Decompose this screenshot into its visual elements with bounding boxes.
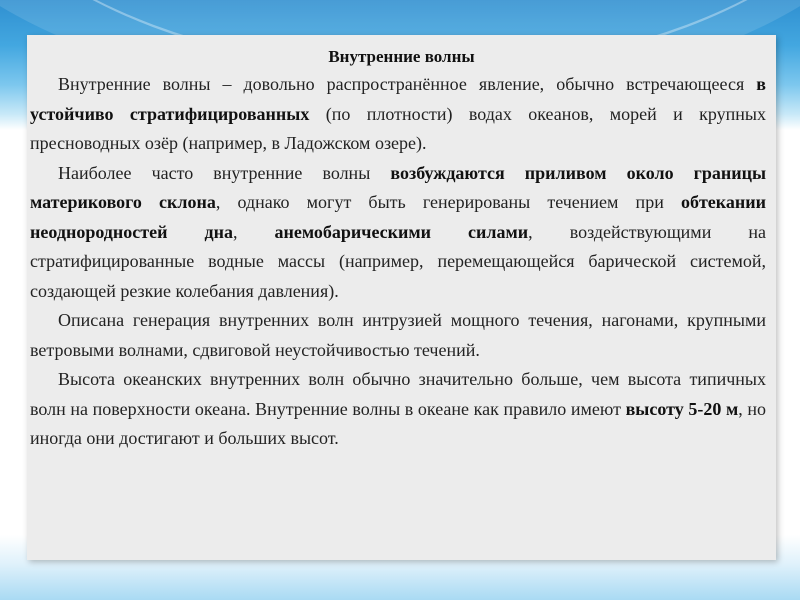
bold-text-run: обтекании неоднородностей дна xyxy=(30,192,766,242)
text-run: , но иногда они достигают и больших высот. xyxy=(30,398,766,448)
bold-text-run: возбуждаются приливом около границы материкового склона xyxy=(30,162,766,212)
text-run: Внутренние волны – довольно распространённое явление, обычно встречающееся xyxy=(58,74,757,94)
bold-text-run: в устойчиво стратифицированных xyxy=(30,74,766,124)
bold-text-run: анемобарическими силами xyxy=(274,221,529,242)
paragraph xyxy=(30,306,766,365)
paragraph xyxy=(30,365,766,454)
text-run: Наиболее часто внутренние волны xyxy=(58,162,391,183)
text-run: Высота океанских внутренних волн обычно значительно больше, чем высота типичных волн на поверхности океана. Внутренние волны в океане как правило имеют xyxy=(30,369,766,419)
paragraph xyxy=(30,159,766,307)
document-body xyxy=(30,70,766,454)
text-run: , xyxy=(233,221,275,242)
paragraph xyxy=(30,70,766,159)
text-run: , однако могут быть генерированы течением при xyxy=(215,192,681,212)
document-title: Внутренние волны xyxy=(328,47,475,66)
text-run: (по плотности) водах океанов, морей и крупных пресноводных озёр (например, в Ладожском озере). xyxy=(30,103,766,153)
text-run: , воздействующими на стратифицированные водные массы (например, перемещающейся барической системой, создающей резкие колебания давления). xyxy=(30,221,766,301)
bold-text-run: высоту 5-20 м xyxy=(625,398,739,419)
text-run: Описана генерация внутренних волн интрузией мощного течения, нагонами, крупными ветровыми волнами, сдвиговой неустойчивостью течений. xyxy=(30,310,766,360)
